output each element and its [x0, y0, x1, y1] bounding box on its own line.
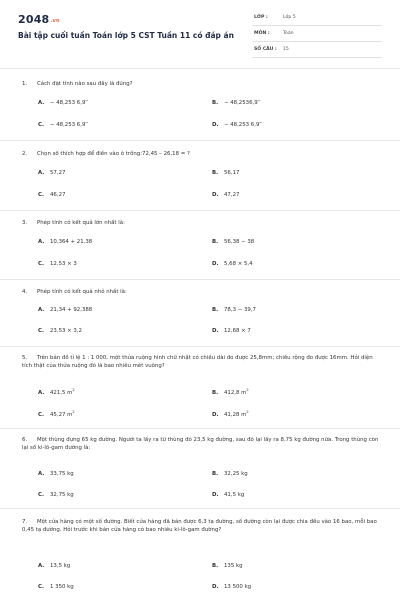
option-d[interactable]: [212, 192, 239, 198]
option-superscript: 2: [72, 410, 75, 414]
option-text: 33,75 kg: [50, 471, 74, 477]
option-b[interactable]: [212, 307, 256, 313]
meta-row-subject: [252, 28, 382, 42]
option-a[interactable]: [38, 307, 92, 313]
meta-row-count: [252, 44, 382, 58]
option-text: 135 kg: [224, 563, 243, 569]
worksheet-header: [0, 0, 400, 66]
option-letter: C.: [38, 492, 45, 498]
question-text: [22, 219, 382, 227]
question-stem: Phép tính có kết quả lớn nhất là:: [37, 220, 125, 226]
option-text: 5,68 × 5,4: [224, 261, 253, 267]
question-stem: Cách đặt tính nào sau đây là đúng?: [37, 81, 133, 87]
option-letter: D.: [212, 492, 219, 498]
option-text: 421,5 m: [50, 389, 73, 396]
divider: [0, 68, 400, 69]
option-letter: D.: [212, 122, 219, 128]
question-stem: Phép tính có kết quả nhỏ nhất là:: [37, 289, 127, 295]
meta-row-class: [252, 12, 382, 26]
option-text: 46,27: [50, 192, 66, 198]
option-text: 47,27: [224, 192, 240, 198]
option-d[interactable]: [212, 261, 253, 267]
meta-label: SỐ CÂU :: [254, 47, 277, 52]
option-text: 13 500 kg: [224, 584, 252, 590]
option-letter: A.: [38, 389, 45, 396]
option-text: − 48,253 6,9‾: [50, 100, 89, 106]
option-letter: B.: [212, 170, 219, 176]
meta-label: MÔN :: [254, 31, 270, 36]
question-text: [22, 288, 382, 296]
site-logo[interactable]: [18, 13, 60, 26]
divider: [0, 346, 400, 347]
option-letter: B.: [212, 471, 219, 477]
option-d[interactable]: [212, 410, 249, 418]
option-letter: C.: [38, 411, 45, 418]
option-text: 13,5 kg: [50, 563, 71, 569]
option-d[interactable]: [212, 584, 251, 590]
option-b[interactable]: [212, 471, 248, 477]
option-text: − 48,2536,9‾: [224, 100, 261, 106]
divider: [0, 428, 400, 429]
option-letter: C.: [38, 192, 45, 198]
option-letter: B.: [212, 389, 219, 396]
divider: [0, 279, 400, 280]
option-superscript: 2: [246, 388, 249, 392]
option-d[interactable]: [212, 492, 244, 498]
option-b[interactable]: [212, 170, 239, 176]
option-text: 32,75 kg: [50, 492, 74, 498]
option-text: 12,68 × 7: [224, 328, 251, 334]
option-c[interactable]: [38, 192, 65, 198]
worksheet-title: Bài tập cuối tuần Toán lớp 5 CST Tuần 11 có đáp án: [18, 31, 234, 40]
option-text: 56,17: [224, 170, 240, 176]
option-text: 45,27 m: [50, 411, 73, 418]
logo-sup: .vn: [50, 18, 60, 24]
question-text: [22, 150, 382, 158]
question-number: 6.: [22, 437, 28, 443]
meta-value: Toán: [283, 31, 294, 36]
option-letter: A.: [38, 170, 45, 176]
option-a[interactable]: [38, 239, 92, 245]
question-text: [22, 354, 382, 371]
option-text: − 48,253 6,9‾: [50, 122, 89, 128]
option-text: 23,53 × 3,2: [50, 328, 82, 334]
logo-main: 2048: [18, 13, 50, 26]
option-b[interactable]: [212, 100, 260, 106]
option-text: 78,3 − 39,7: [224, 307, 256, 313]
option-letter: C.: [38, 122, 45, 128]
option-a[interactable]: [38, 100, 88, 106]
option-letter: A.: [38, 239, 45, 245]
option-letter: C.: [38, 328, 45, 334]
option-letter: B.: [212, 239, 219, 245]
option-letter: A.: [38, 307, 45, 313]
question-stem: Một cửa hàng có một số đường. Biết cửa hàng đã bán được 6,3 tạ đường, số đường còn lại được chia đều vào 16 bao, mỗi bao 0,45 tạ đường. Hỏi trước khi bán cửa hàng có bao nhiêu ki-lô-gam đường?: [22, 519, 377, 534]
question-stem: Chọn số thích hợp để điền vào ô trống:72,45 – 26,18 = ?: [37, 151, 190, 157]
option-b[interactable]: [212, 388, 249, 396]
option-letter: A.: [38, 100, 45, 106]
option-a[interactable]: [38, 170, 65, 176]
option-letter: D.: [212, 192, 219, 198]
question-text: [22, 436, 382, 453]
option-text: − 48,253 6,9‾: [224, 122, 263, 128]
option-text: 10,364 + 21,38: [50, 239, 93, 245]
option-letter: D.: [212, 411, 219, 418]
option-c[interactable]: [38, 328, 82, 334]
option-letter: B.: [212, 100, 219, 106]
option-text: 412,8 m: [224, 389, 247, 396]
divider: [0, 210, 400, 211]
option-text: 41,5 kg: [224, 492, 245, 498]
worksheet-meta: [252, 12, 382, 60]
divider: [0, 140, 400, 141]
option-text: 12,53 × 3: [50, 261, 77, 267]
option-text: 41,28 m: [224, 411, 247, 418]
divider: [0, 508, 400, 509]
option-superscript: 2: [246, 410, 249, 414]
option-letter: C.: [38, 584, 45, 590]
option-d[interactable]: [212, 328, 251, 334]
option-d[interactable]: [212, 122, 262, 128]
meta-value: 15: [283, 47, 289, 52]
meta-value: Lớp 5: [283, 15, 296, 20]
option-c[interactable]: [38, 584, 74, 590]
option-c[interactable]: [38, 261, 77, 267]
option-text: 21,34 + 92,388: [50, 307, 93, 313]
option-letter: B.: [212, 307, 219, 313]
option-b[interactable]: [212, 239, 254, 245]
option-letter: D.: [212, 584, 219, 590]
option-text: 32,25 kg: [224, 471, 248, 477]
question-stem: Một thùng đựng 65 kg đường. Người ta lấy ra từ thùng đó 23,5 kg đường, sau đó lại lấy ra 8,75 kg đường nữa. Trong thùng còn lại số ki-lô-gam đường là:: [22, 437, 379, 452]
option-b[interactable]: [212, 563, 243, 569]
option-c[interactable]: [38, 410, 75, 418]
option-c[interactable]: [38, 122, 88, 128]
question-stem: Trên bản đồ tỉ lệ 1 : 1 000, một thửa ruộng hình chữ nhật có chiều dài đo được 25,8mm; chiều rộng đo được 16mm. Hỏi diện tích thật của thửa ruộng đó là bao nhiêu mét vuông?: [22, 355, 373, 370]
option-a[interactable]: [38, 388, 75, 396]
option-text: 56,38 − 38: [224, 239, 255, 245]
option-text: 57,27: [50, 170, 66, 176]
option-letter: C.: [38, 261, 45, 267]
option-c[interactable]: [38, 492, 74, 498]
option-text: 1 350 kg: [50, 584, 74, 590]
question-number: 3.: [22, 220, 28, 226]
option-a[interactable]: [38, 471, 74, 477]
question-number: 1.: [22, 81, 28, 87]
meta-label: LỚP :: [254, 15, 268, 20]
option-letter: D.: [212, 261, 219, 267]
question-number: 4.: [22, 289, 28, 295]
question-number: 5.: [22, 355, 28, 361]
option-letter: A.: [38, 471, 45, 477]
question-number: 2.: [22, 151, 28, 157]
question-text: [22, 518, 382, 535]
option-letter: D.: [212, 328, 219, 334]
question-number: 7.: [22, 519, 28, 525]
option-a[interactable]: [38, 563, 70, 569]
option-letter: A.: [38, 563, 45, 569]
option-letter: B.: [212, 563, 219, 569]
option-superscript: 2: [72, 388, 75, 392]
question-text: [22, 80, 382, 88]
